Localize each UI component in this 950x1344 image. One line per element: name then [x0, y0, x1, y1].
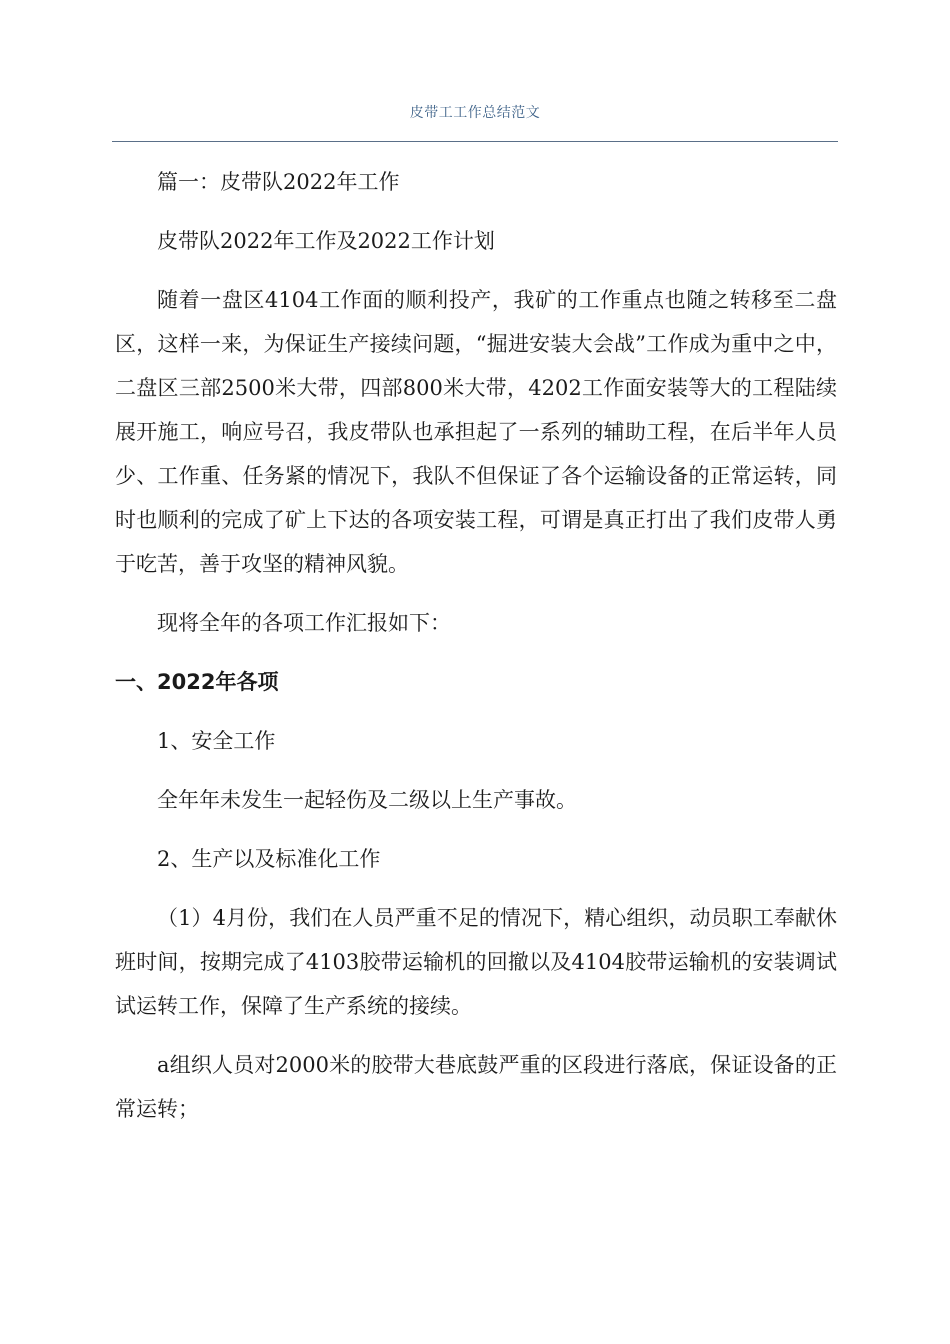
report-lead: 现将全年的各项工作汇报如下：: [157, 611, 451, 635]
heading-1: 一、2022年各项: [115, 670, 279, 694]
document-subtitle: 皮带队2022年工作及2022工作计划: [157, 229, 495, 253]
intro-paragraph: 随着一盘区4104工作面的顺利投产，我矿的工作重点也随之转移至二盘区，这样一来，为保证生产接续问题，“掘进安装大会战”工作成为重中之中，二盘区三部2500米大带，四部800米大带，4202工作面安装等大的工程陆续展开施工，响应号召，我皮带队也承担起了一系列的辅助工程，在后半年人员少、工作重、任务紧的情况下，我队不但保证了各个运输设备的正常运转，同时也顺利的完成了矿上下达的各项安装工程，可谓是真正打出了我们皮带人勇于吃苦，善于攻坚的精神风貌。: [115, 288, 837, 576]
section-title: 篇一：皮带队2022年工作: [157, 170, 400, 194]
item-2-title: 2、生产以及标准化工作: [157, 847, 381, 871]
item-2-paragraph-a: a组织人员对2000米的胶带大巷底鼓严重的区段进行落底，保证设备的正常运转；: [115, 1053, 837, 1121]
item-1-title: 1、安全工作: [157, 729, 276, 753]
item-1-body: 全年年未发生一起轻伤及二级以上生产事故。: [157, 788, 577, 812]
document-body: [115, 160, 837, 1131]
page-header: 皮带工工作总结范文: [409, 105, 541, 121]
header-divider: [112, 141, 838, 142]
item-2-paragraph-1: （1）4月份，我们在人员严重不足的情况下，精心组织，动员职工奉献休班时间，按期完成了4103胶带运输机的回撤以及4104胶带运输机的安装调试试运转工作，保障了生产系统的接续。: [115, 906, 837, 1018]
